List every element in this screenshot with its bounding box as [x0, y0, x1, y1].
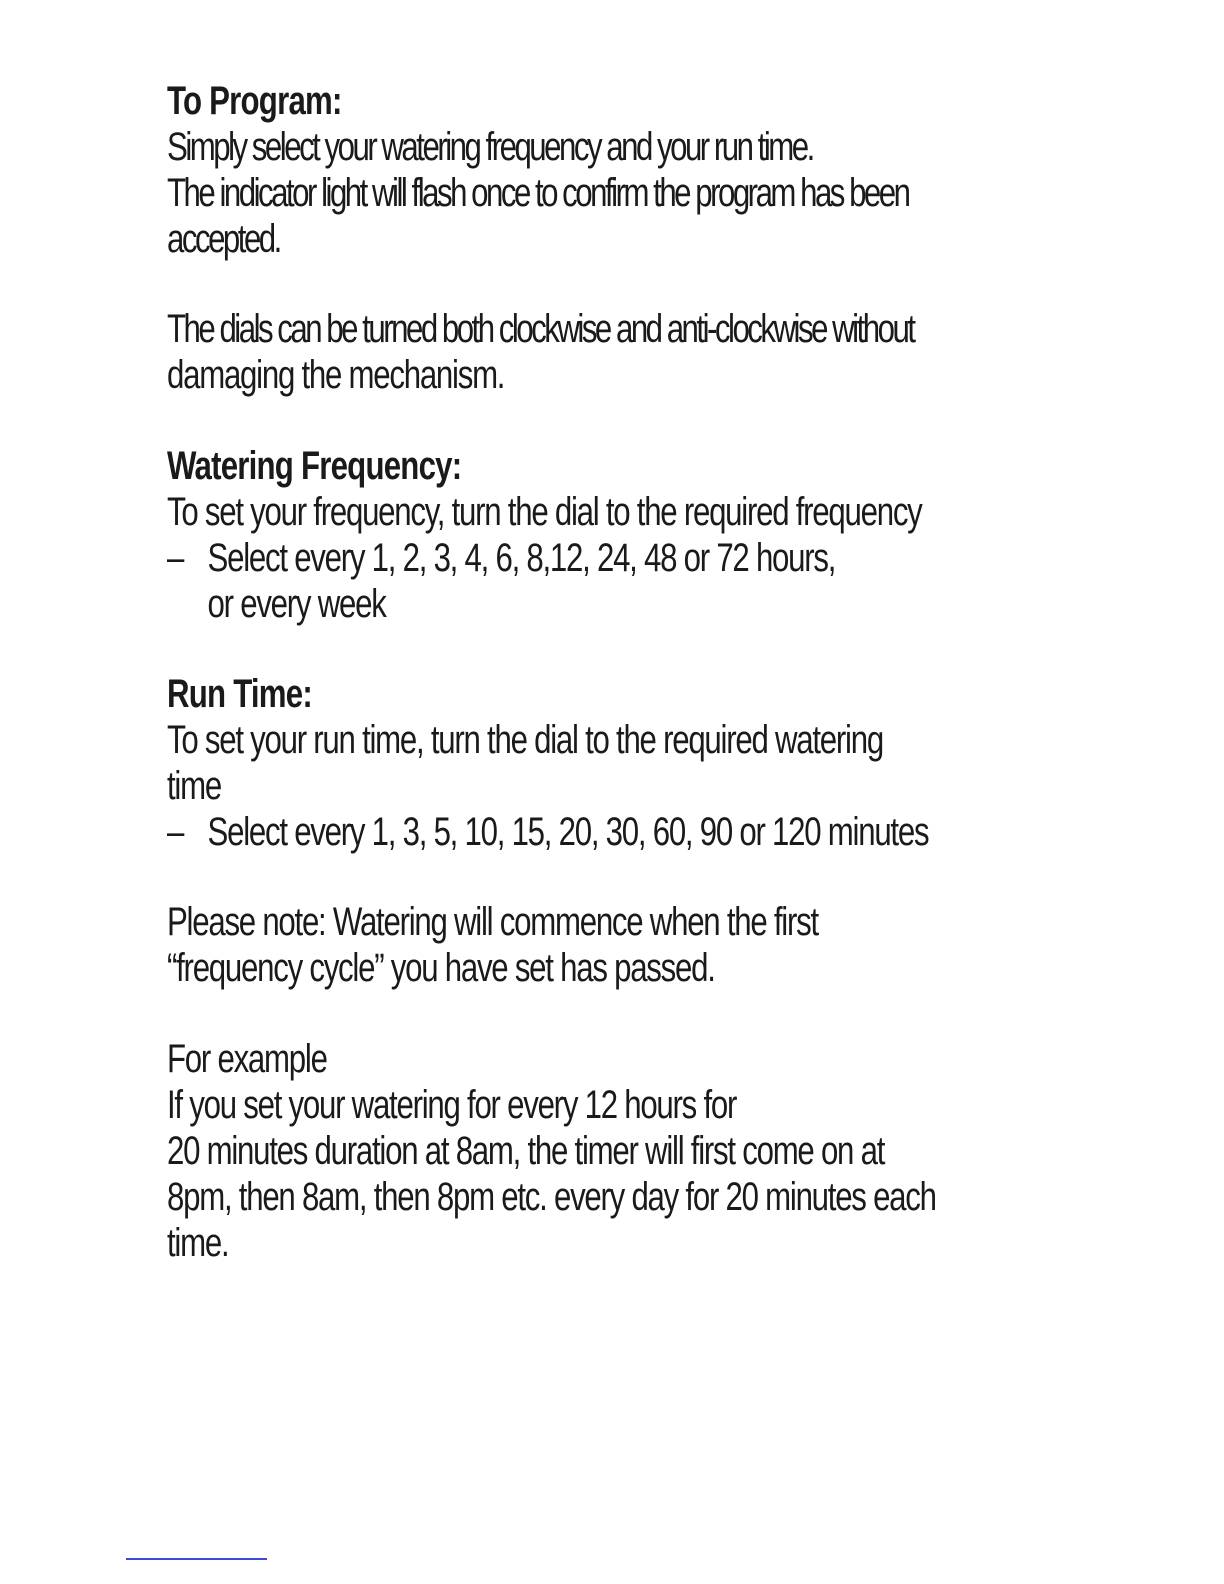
program-heading: To Program:: [167, 79, 342, 123]
runtime-options: [167, 809, 928, 855]
example-line: If you set your watering for every 12 hours for: [167, 1083, 737, 1127]
note-line: Please note: Watering will commence when the first: [167, 900, 818, 944]
example-line: time.: [167, 1221, 229, 1265]
runtime-line: time: [167, 764, 221, 808]
frequency-options-text: Select every 1, 2, 3, 4, 6, 8,12, 24, 48 or 72 hours,: [207, 536, 836, 580]
example-section: [167, 1036, 1153, 1266]
program-line: Simply select your watering frequency and your run time.: [167, 125, 813, 169]
dials-line: The dials can be turned both clockwise and anti-clockwise without: [167, 307, 914, 351]
example-line: For example: [167, 1037, 327, 1081]
frequency-options-cont: or every week: [207, 582, 386, 626]
dash-bullet: –: [167, 536, 184, 580]
program-line: accepted.: [167, 217, 280, 261]
footer-rule: [126, 1558, 267, 1560]
frequency-heading: Watering Frequency:: [167, 444, 462, 488]
runtime-section: [167, 671, 1143, 855]
dash-bullet: –: [167, 810, 184, 854]
note-line: “frequency cycle” you have set has passed.: [167, 946, 715, 990]
runtime-line: To set your run time, turn the dial to the required watering: [167, 718, 883, 762]
note-section: [167, 899, 1001, 991]
frequency-section: [167, 443, 1134, 627]
program-section: [167, 78, 1118, 262]
dials-section: [167, 306, 1124, 398]
frequency-options: [167, 535, 922, 581]
dials-line: damaging the mechanism.: [167, 353, 505, 397]
runtime-options-text: Select every 1, 3, 5, 10, 15, 20, 30, 60, 90 or 120 minutes: [207, 810, 929, 854]
example-line: 8pm, then 8am, then 8pm etc. every day for 20 minutes each: [167, 1175, 936, 1219]
runtime-heading: Run Time:: [167, 672, 312, 716]
program-line: The indicator light will flash once to confirm the program has been: [167, 171, 909, 215]
frequency-line: To set your frequency, turn the dial to the required frequency: [167, 490, 922, 534]
example-line: 20 minutes duration at 8am, the timer will first come on at: [167, 1129, 885, 1173]
